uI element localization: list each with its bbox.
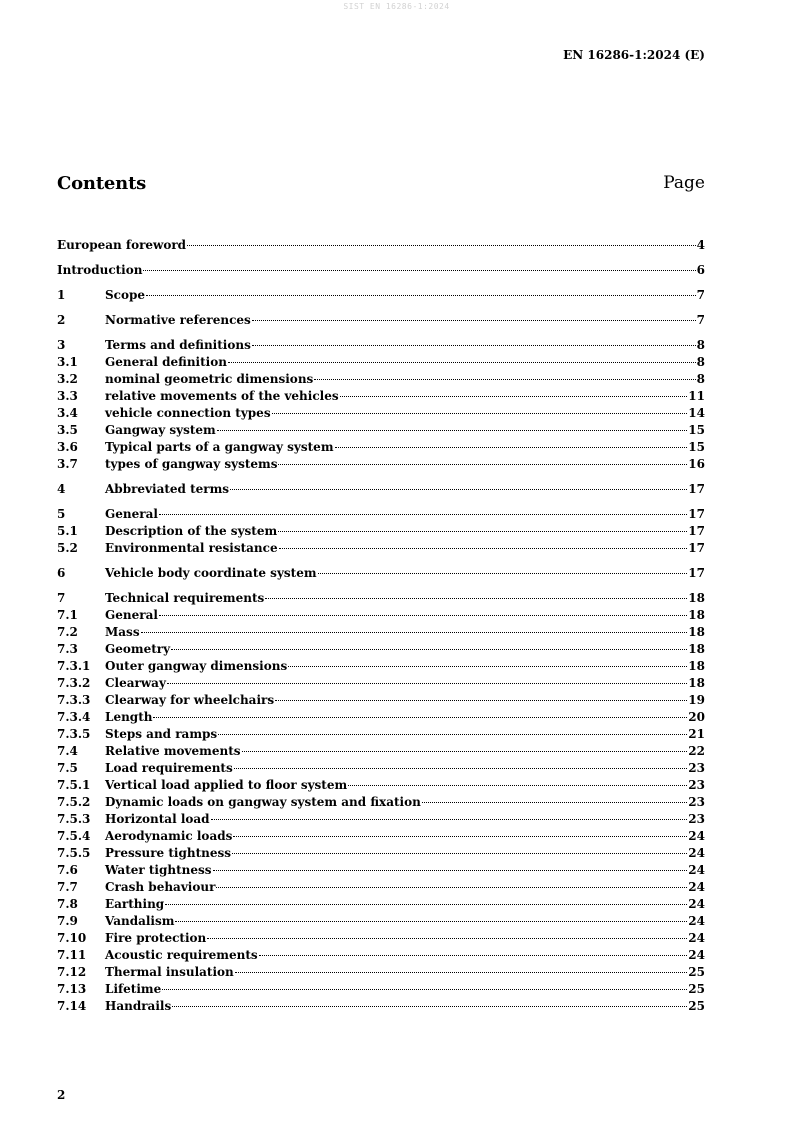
toc-entry-page: 24 [688,846,705,860]
toc-entry-label: types of gangway systems [105,457,278,471]
toc-entry-label: Steps and ramps [105,727,218,741]
dot-leader [272,413,688,414]
toc-entry[interactable] [57,337,705,354]
dot-leader [216,887,687,888]
toc-entry-page: 7 [696,288,705,302]
dot-leader [314,379,695,380]
dot-leader [217,430,688,431]
toc-entry-page: 8 [696,355,705,369]
toc-entry-page: 24 [688,829,705,843]
toc-entry-page: 8 [696,372,705,386]
toc-entry[interactable] [57,862,705,879]
toc-entry-page: 23 [688,812,705,826]
toc-entry-label: Pressure tightness [105,846,231,860]
toc-entry[interactable] [57,828,705,845]
toc-entry-page: 17 [688,482,705,496]
toc-entry-label: Vehicle body coordinate system [105,566,317,580]
toc-entry-label: Clearway [105,676,166,690]
toc-entry-label: Crash behaviour [105,880,216,894]
toc-entry-number: 7.3.3 [57,693,91,707]
toc-entry[interactable] [57,743,705,760]
dot-leader [211,819,688,820]
toc-entry-page: 6 [696,263,705,277]
toc-entry-number: 7.5 [57,761,78,775]
toc-entry-number: 7.3.4 [57,710,91,724]
toc-entry[interactable] [57,262,705,279]
dot-leader [234,768,688,769]
dot-leader [242,751,688,752]
toc-entry-label: Normative references [105,313,251,327]
dot-leader [218,734,687,735]
toc-entry-number: 7.4 [57,744,78,758]
toc-entry-number: 3.4 [57,406,78,420]
toc-entry-page: 14 [688,406,705,420]
dot-leader [278,531,687,532]
toc-entry-number: 7.3.1 [57,659,91,673]
toc-entry-number: 7.8 [57,897,78,911]
dot-leader [279,548,688,549]
dot-leader [143,270,695,271]
toc-entry-label: Acoustic requirements [105,948,258,962]
toc-entry[interactable] [57,692,705,709]
toc-entry-number: 3.2 [57,372,78,386]
toc-entry-label: Horizontal load [105,812,210,826]
dot-leader [141,632,688,633]
dot-leader [348,785,687,786]
dot-leader [213,870,688,871]
toc-entry-label: Relative movements [105,744,241,758]
toc-entry-label: General [105,608,158,622]
toc-entry-label: Terms and definitions [105,338,251,352]
dot-leader [259,955,688,956]
toc-entry-label: Length [105,710,153,724]
dot-leader [228,362,696,363]
toc-entry-label: Gangway system [105,423,216,437]
toc-entry-number: 5.1 [57,524,78,538]
toc-entry-label: Load requirements [105,761,233,775]
toc-entry-label: Description of the system [105,524,278,538]
toc-entry-label: Outer gangway dimensions [105,659,288,673]
toc-entry-label: Vertical load applied to floor system [105,778,348,792]
document-reference: EN 16286-1:2024 (E) [563,48,705,62]
toc-entry-page: 24 [688,897,705,911]
toc-entry[interactable] [57,964,705,981]
toc-entry-label: Dynamic loads on gangway system and fixation [105,795,421,809]
toc-entry-number: 7.2 [57,625,78,639]
toc-entry-page: 17 [688,541,705,555]
dot-leader [235,972,688,973]
toc-entry-page: 7 [696,313,705,327]
toc-entry-page: 16 [688,457,705,471]
toc-entry-number: 7.3 [57,642,78,656]
toc-entry[interactable] [57,506,705,523]
toc-entry-label: Water tightness [105,863,212,877]
toc-entry-label: Lifetime [105,982,162,996]
toc-entry-page: 25 [688,965,705,979]
toc-entry[interactable] [57,371,705,388]
toc-entry[interactable] [57,287,705,304]
toc-entry[interactable] [57,237,705,254]
watermark-text: SIST EN 16286-1:2024 [343,2,450,11]
table-of-contents [57,237,705,1015]
dot-leader [278,464,687,465]
toc-entry[interactable] [57,896,705,913]
toc-entry-number: 3.5 [57,423,78,437]
toc-entry[interactable] [57,913,705,930]
toc-entry-page: 21 [688,727,705,741]
dot-leader [252,320,696,321]
toc-entry-number: 7.14 [57,999,87,1013]
toc-entry[interactable] [57,590,705,607]
toc-entry-number: 7.10 [57,931,87,945]
toc-entry-number: 6 [57,566,66,580]
dot-leader [159,615,687,616]
dot-leader [159,514,687,515]
toc-entry[interactable] [57,641,705,658]
toc-entry[interactable] [57,760,705,777]
toc-entry-number: 3 [57,338,66,352]
toc-entry-page: 24 [688,948,705,962]
toc-entry[interactable] [57,777,705,794]
toc-entry-label: relative movements of the vehicles [105,389,339,403]
toc-entry-number: 5.2 [57,541,78,555]
toc-entry[interactable] [57,565,705,582]
toc-entry-page: 18 [688,659,705,673]
toc-entry-label: General definition [105,355,227,369]
toc-entry[interactable] [57,709,705,726]
toc-entry-number: 7.1 [57,608,78,622]
toc-entry[interactable] [57,540,705,557]
toc-entry-page: 18 [688,676,705,690]
toc-entry[interactable] [57,523,705,540]
dot-leader [230,489,687,490]
toc-entry-page: 23 [688,795,705,809]
toc-entry[interactable] [57,726,705,743]
toc-entry-label: Handrails [105,999,172,1013]
dot-leader [335,447,688,448]
toc-entry-page: 18 [688,591,705,605]
toc-entry-page: 24 [688,863,705,877]
toc-entry-label: Vandalism [105,914,175,928]
toc-entry[interactable] [57,388,705,405]
dot-leader [233,836,687,837]
toc-entry-number: 7.3.5 [57,727,91,741]
toc-entry-label: Geometry [105,642,171,656]
toc-entry-page: 23 [688,761,705,775]
toc-entry-page: 24 [688,931,705,945]
toc-entry[interactable] [57,405,705,422]
toc-entry-number: 4 [57,482,66,496]
toc-entry-number: 3.3 [57,389,78,403]
toc-entry-number: 7.6 [57,863,78,877]
dot-leader [252,345,696,346]
toc-entry[interactable] [57,658,705,675]
dot-leader [153,717,687,718]
toc-entry-label: Scope [105,288,146,302]
toc-entry[interactable] [57,947,705,964]
toc-entry[interactable] [57,811,705,828]
toc-entry-page: 25 [688,982,705,996]
toc-entry-number: 7.5.3 [57,812,91,826]
toc-entry[interactable] [57,312,705,329]
toc-entry-label: Aerodynamic loads [105,829,233,843]
toc-entry-number: 7.7 [57,880,78,894]
toc-entry-label: Abbreviated terms [105,482,230,496]
toc-entry-page: 18 [688,608,705,622]
toc-entry-label: Thermal insulation [105,965,234,979]
toc-entry-page: 11 [688,389,705,403]
toc-entry-label: Earthing [105,897,165,911]
dot-leader [207,938,687,939]
toc-entry-number: 3.7 [57,457,78,471]
toc-entry[interactable] [57,456,705,473]
toc-entry-label: Clearway for wheelchairs [105,693,275,707]
toc-entry[interactable] [57,624,705,641]
dot-leader [165,904,687,905]
toc-entry-number: 3.1 [57,355,78,369]
toc-entry-number: 7.11 [57,948,87,962]
toc-entry-number: 7.5.2 [57,795,91,809]
toc-entry-page: 17 [688,566,705,580]
toc-entry-page: 22 [688,744,705,758]
toc-entry-number: 7.5.1 [57,778,91,792]
toc-entry-page: 20 [688,710,705,724]
toc-entry[interactable] [57,675,705,692]
toc-entry-page: 4 [696,238,705,252]
dot-leader [187,245,696,246]
page-column-heading: Page [663,173,705,193]
toc-entry[interactable] [57,481,705,498]
toc-entry-page: 17 [688,524,705,538]
dot-leader [162,989,687,990]
dot-leader [167,683,687,684]
toc-entry[interactable] [57,930,705,947]
toc-entry-number: 5 [57,507,66,521]
page-title: Contents [57,173,147,194]
dot-leader [175,921,687,922]
toc-entry-label: General [105,507,158,521]
toc-entry-number: 3.6 [57,440,78,454]
toc-entry-page: 8 [696,338,705,352]
toc-entry-number: 7.13 [57,982,87,996]
dot-leader [232,853,687,854]
dot-leader [422,802,687,803]
toc-entry-number: 2 [57,313,66,327]
page-number: 2 [57,1088,66,1102]
dot-leader [171,649,687,650]
dot-leader [318,573,688,574]
toc-entry-number: 7.5.4 [57,829,91,843]
dot-leader [288,666,687,667]
dot-leader [172,1006,687,1007]
toc-entry-label: Fire protection [105,931,207,945]
toc-entry-label: nominal geometric dimensions [105,372,314,386]
toc-entry-page: 17 [688,507,705,521]
toc-entry-page: 15 [688,440,705,454]
toc-entry[interactable] [57,879,705,896]
toc-entry-page: 25 [688,999,705,1013]
toc-entry-label: Typical parts of a gangway system [105,440,334,454]
toc-entry-page: 24 [688,914,705,928]
toc-entry-label: Technical requirements [105,591,265,605]
dot-leader [265,598,687,599]
toc-entry-page: 19 [688,693,705,707]
toc-entry[interactable] [57,354,705,371]
toc-entry-label: European foreword [57,238,187,252]
toc-entry[interactable] [57,981,705,998]
toc-entry-page: 15 [688,423,705,437]
toc-entry-page: 24 [688,880,705,894]
toc-entry[interactable] [57,439,705,456]
toc-entry-label: Introduction [57,263,143,277]
toc-entry-number: 7.3.2 [57,676,91,690]
toc-entry-label: Environmental resistance [105,541,278,555]
toc-entry-label: Mass [105,625,140,639]
toc-entry[interactable] [57,422,705,439]
toc-entry-label: vehicle connection types [105,406,271,420]
toc-entry[interactable] [57,794,705,811]
toc-entry-number: 7 [57,591,66,605]
dot-leader [340,396,688,397]
toc-entry-number: 7.5.5 [57,846,91,860]
toc-entry-page: 23 [688,778,705,792]
toc-entry[interactable] [57,607,705,624]
toc-entry[interactable] [57,845,705,862]
toc-entry-number: 7.12 [57,965,87,979]
toc-entry-page: 18 [688,625,705,639]
toc-entry-page: 18 [688,642,705,656]
dot-leader [146,295,696,296]
toc-entry[interactable] [57,998,705,1015]
toc-entry-number: 1 [57,288,66,302]
dot-leader [275,700,687,701]
toc-entry-number: 7.9 [57,914,78,928]
